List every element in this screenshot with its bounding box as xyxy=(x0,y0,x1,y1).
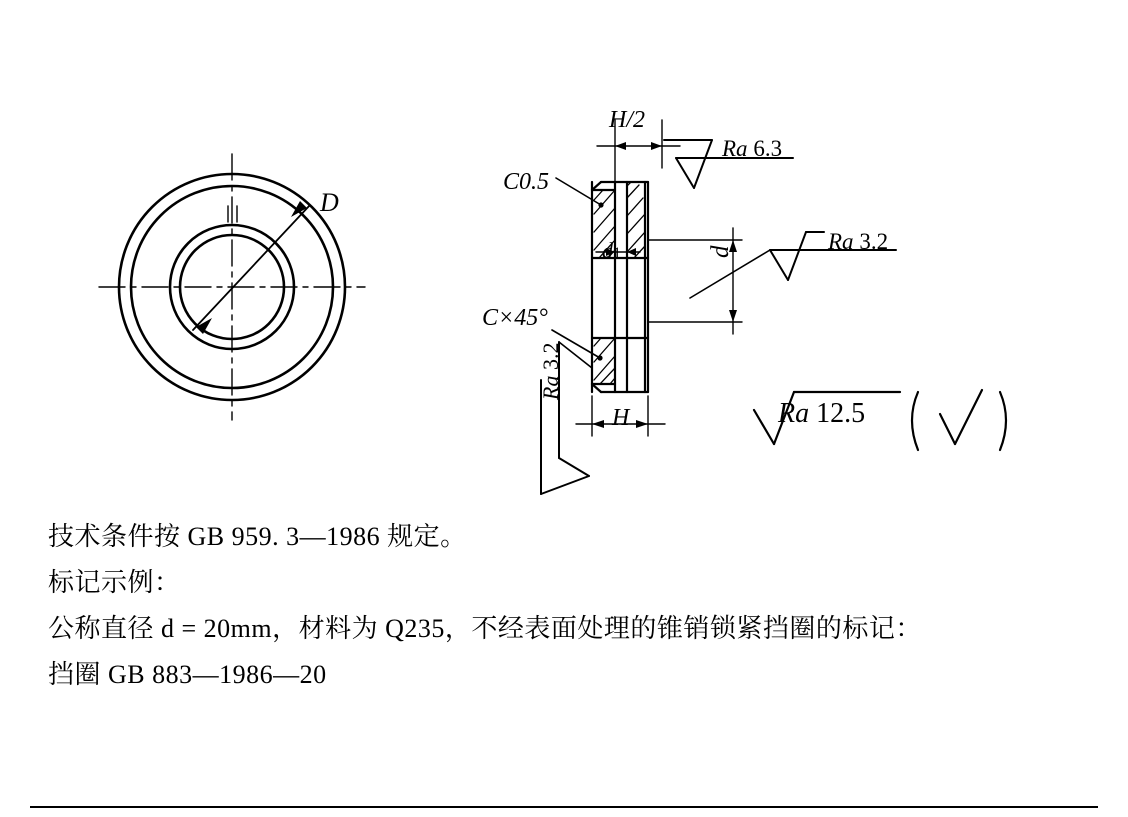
ra-prefix: Ra xyxy=(778,398,810,429)
label-D: D xyxy=(320,188,339,217)
label-c45 xyxy=(482,306,548,330)
roughness-label-ra-3-2 xyxy=(828,230,888,253)
footer-divider xyxy=(30,806,1098,808)
ra-prefix: Ra xyxy=(722,136,748,161)
label-c45-text: C×45° xyxy=(482,305,548,331)
ra-prefix: Ra xyxy=(828,229,854,254)
section-hatching-right xyxy=(627,182,645,258)
note-line-3: 公称直径 d = 20mm，材料为 Q235，不经表面处理的锥销锁紧挡圈的标记： xyxy=(48,614,922,643)
ra-prefix: Ra xyxy=(538,375,563,400)
roughness-label-ra-6-3 xyxy=(722,137,782,160)
section-hatching-bottom xyxy=(594,338,615,384)
label-d: d xyxy=(707,245,734,258)
leader-c05 xyxy=(556,178,604,208)
label-d1 xyxy=(602,240,621,262)
ra-value: 3.2 xyxy=(859,229,889,254)
roughness-label-ra-3-2-vertical xyxy=(540,343,562,400)
label-c05 xyxy=(503,170,549,194)
note-line-2: 标记示例： xyxy=(48,568,181,597)
ra-value: 6.3 xyxy=(753,136,783,161)
ra-value: 3.2 xyxy=(538,342,563,371)
d-leader xyxy=(193,201,310,334)
notes-block xyxy=(48,514,1028,698)
leader-ra-3-2-vertical xyxy=(559,342,592,368)
note-line-1: 技术条件按 GB 959. 3—1986 规定。 xyxy=(48,522,467,551)
label-d1-base: d xyxy=(602,238,613,263)
label-d1-sub: 1 xyxy=(613,245,621,262)
roughness-label-ra-12-5 xyxy=(778,400,865,428)
ra-value: 12.5 xyxy=(816,398,866,429)
label-h: H xyxy=(612,405,630,431)
roughness-symbol-generic-bracket xyxy=(912,390,1006,450)
label-h-half: H/2 xyxy=(609,107,645,133)
note-line-4: 挡圈 GB 883—1986—20 xyxy=(48,660,327,689)
label-c05-text: C0.5 xyxy=(503,169,550,195)
dim-d xyxy=(648,228,742,334)
